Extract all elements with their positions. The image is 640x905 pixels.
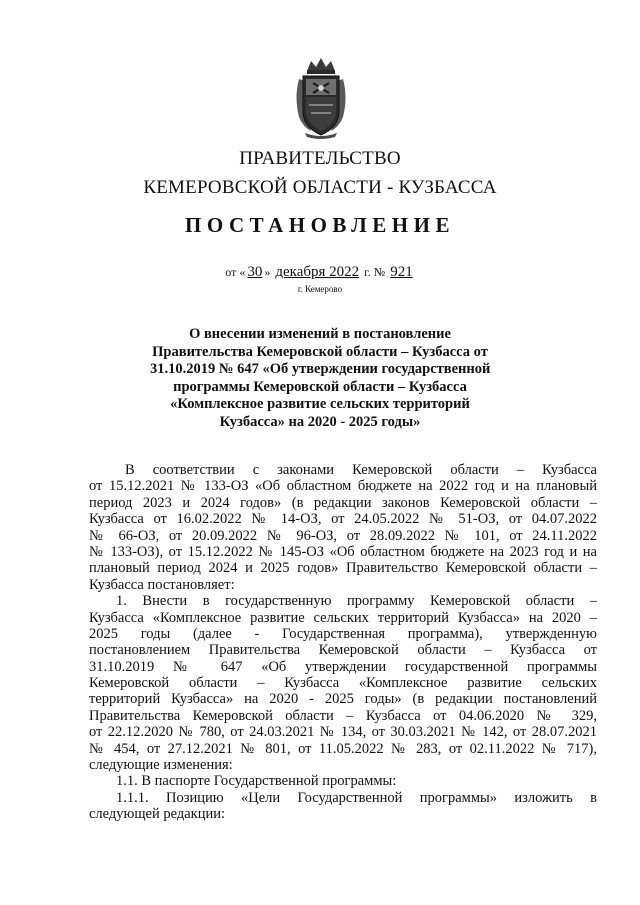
date-prefix: от « xyxy=(225,265,246,279)
decree-heading: ПОСТАНОВЛЕНИЕ xyxy=(185,213,455,237)
title-line: 31.10.2019 № 647 «Об утверждении государственной xyxy=(150,361,491,377)
number-label: № xyxy=(373,265,386,279)
body-line: Кемеровской области – Кузбасса «Комплексное развитие сельских xyxy=(89,675,597,692)
body-line: Правительства Кемеровской области – Кузбасса от 04.06.2020 № 329, xyxy=(89,707,597,724)
body-line: Кузбасса «Комплексное развитие сельских территорий Кузбасса» на 2020 – xyxy=(89,609,597,626)
date-day: 30 xyxy=(247,264,263,280)
decree-number: 921 xyxy=(390,264,413,280)
title-line: «Комплексное развитие сельских территорий xyxy=(170,396,470,412)
decree-title xyxy=(150,326,490,431)
body-line: следующей редакции: xyxy=(89,806,226,823)
date-year-suffix: г. xyxy=(364,265,371,279)
coat-of-arms-icon xyxy=(293,57,349,139)
decree-body xyxy=(89,462,597,823)
body-line: № 454, от 27.12.2021 № 801, от 11.05.2022 № 283, от 02.11.2022 № 717), xyxy=(89,740,597,757)
coat-of-arms-emblem xyxy=(293,57,349,139)
body-line: В соответствии с законами Кемеровской области – Кузбасса xyxy=(125,462,597,478)
body-line: Кузбасса от 16.02.2022 № 14-ОЗ, от 24.05.2022 № 51-ОЗ, от 04.07.2022 xyxy=(89,511,597,528)
city-label: г. Кемерово xyxy=(297,284,343,294)
body-line: от 22.12.2020 № 780, от 24.03.2021 № 134, от 30.03.2021 № 142, от 28.07.2021 xyxy=(89,724,597,741)
body-line: 1.1. В паспорте Государственной программы: xyxy=(116,773,397,790)
body-line: 2025 годы (далее - Государственная программа), утвержденную xyxy=(89,625,597,642)
body-line: 31.10.2019 № 647 «Об утверждении государственной программы xyxy=(89,658,597,675)
date-month-year: декабря 2022 xyxy=(275,264,360,280)
body-line: территорий Кузбасса» на 2020 - 2025 годы» (в редакции постановлений xyxy=(89,691,597,708)
title-line: Правительства Кемеровской области – Кузбасса от xyxy=(152,343,488,360)
body-line: следующие изменения: xyxy=(89,757,233,774)
title-line: Кузбасса» на 2020 - 2025 годы» xyxy=(219,413,421,430)
body-line: период 2023 и 2024 годов» (в редакции законов Кемеровской области – xyxy=(89,494,597,511)
title-line: программы Кемеровской области – Кузбасса xyxy=(173,378,467,395)
decree-date-line xyxy=(0,264,640,281)
body-line: № 66-ОЗ, от 20.09.2022 № 96-ОЗ, от 28.09.2022 № 101, от 24.11.2022 xyxy=(89,527,597,544)
body-line: от 15.12.2021 № 133-ОЗ «Об областном бюджете на 2022 год и на плановый xyxy=(89,478,597,495)
region-title: КЕМЕРОВСКОЙ ОБЛАСТИ - КУЗБАССА xyxy=(143,177,497,198)
body-line: № 133-ОЗ), от 15.12.2022 № 145-ОЗ «Об областном бюджете на 2023 год и на xyxy=(89,543,597,560)
body-line: 1.1.1. Позицию «Цели Государственной программы» изложить в xyxy=(116,789,597,806)
body-line: 1. Внести в государственную программу Кемеровской области – xyxy=(116,593,597,610)
title-line: О внесении изменений в постановление xyxy=(189,326,451,342)
body-line: постановлением Правительства Кемеровской области – Кузбасса от xyxy=(89,642,597,659)
body-line: плановый период 2024 и 2025 годов» Правительство Кемеровской области – xyxy=(89,560,597,577)
government-title: ПРАВИТЕЛЬСТВО xyxy=(239,148,401,169)
body-line: Кузбасса постановляет: xyxy=(89,576,235,593)
date-mid: » xyxy=(264,265,271,279)
